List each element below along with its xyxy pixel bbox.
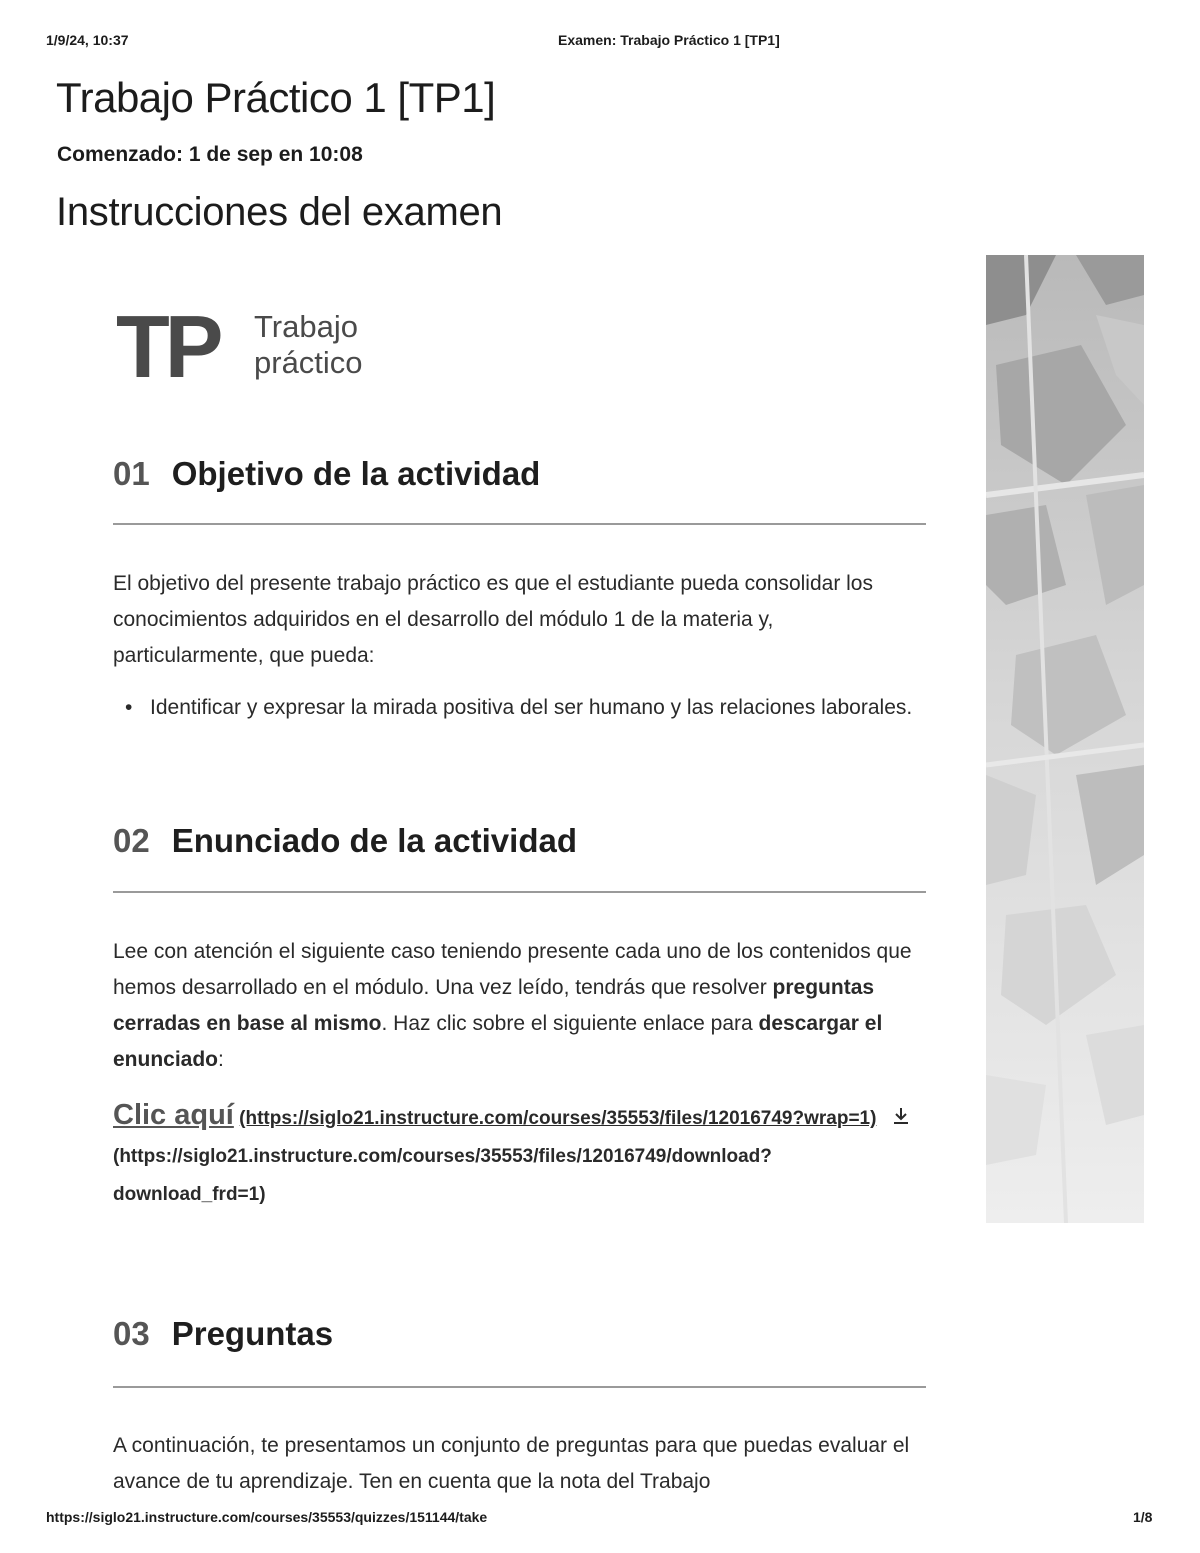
tp-logo-letters: TP bbox=[116, 297, 219, 396]
download-icon[interactable] bbox=[890, 1105, 912, 1127]
section-divider bbox=[113, 523, 926, 525]
print-date: 1/9/24, 10:37 bbox=[46, 32, 129, 48]
link-url-text[interactable]: (https://siglo21.instructure.com/courses/35553/files/12016749?wrap=1) bbox=[239, 1108, 877, 1129]
objective-text: El objetivo del presente trabajo práctico es que el estudiante pueda consolidar los conocimientos adquiridos en el desarrollo del módulo 1 de la materia y, particularmente, que pueda: bbox=[113, 572, 873, 667]
section-divider bbox=[113, 891, 926, 893]
tp-logo bbox=[116, 297, 416, 396]
section-number: 01 bbox=[113, 455, 150, 492]
section-title: Enunciado de la actividad bbox=[171, 822, 577, 859]
section-title: Preguntas bbox=[171, 1315, 334, 1352]
statement-text-part: : bbox=[218, 1048, 224, 1071]
section-heading-objective bbox=[113, 455, 540, 493]
statement-text-part: Lee con atención el siguiente caso teniendo presente cada uno de los contenidos que hemos desarrollado en el módulo. Una vez leído, tendrás que resolver bbox=[113, 940, 912, 999]
statement-bold-closed-questions: preguntas cerradas en base al mismo bbox=[113, 976, 875, 1035]
section-number: 02 bbox=[113, 822, 150, 859]
tp-logo-line1: Trabajo bbox=[254, 309, 358, 344]
download-link-block bbox=[113, 1096, 913, 1214]
section-heading-statement bbox=[113, 822, 577, 860]
section-number: 03 bbox=[113, 1315, 150, 1352]
questions-text: A continuación, te presentamos un conjunto de preguntas para que puedas evaluar el avance de tu aprendizaje. Ten en cuenta que la nota del Trabajo bbox=[113, 1434, 910, 1493]
started-info bbox=[57, 143, 363, 167]
print-header-title: Examen: Trabajo Práctico 1 [TP1] bbox=[558, 32, 780, 48]
section-divider bbox=[113, 1386, 926, 1388]
instructions-heading: Instrucciones del examen bbox=[56, 190, 503, 234]
started-label: Comenzado: bbox=[57, 143, 183, 166]
download-url-text[interactable]: (https://siglo21.instructure.com/courses/35553/files/12016749/download?download_frd=1) bbox=[113, 1146, 772, 1205]
statement-text bbox=[113, 934, 928, 1078]
list-item: • Identificar y expresar la mirada positiva del ser humano y las relaciones laborales. bbox=[113, 690, 913, 726]
section-title: Objetivo de la actividad bbox=[171, 455, 541, 492]
decorative-banner-image bbox=[986, 255, 1144, 1223]
clic-aqui-link[interactable]: Clic aquí bbox=[113, 1099, 234, 1131]
page-title: Trabajo Práctico 1 [TP1] bbox=[56, 74, 496, 121]
print-footer-url: https://siglo21.instructure.com/courses/35553/quizzes/151144/take bbox=[46, 1509, 488, 1525]
objective-list bbox=[113, 690, 913, 726]
section-heading-questions bbox=[113, 1315, 333, 1353]
print-footer-page: 1/8 bbox=[1133, 1509, 1153, 1525]
started-value: 1 de sep en 10:08 bbox=[188, 143, 363, 166]
statement-text-part: . Haz clic sobre el siguiente enlace para bbox=[381, 1012, 759, 1035]
tp-logo-line2: práctico bbox=[254, 345, 363, 380]
statement-bold-download: descargar el enunciado bbox=[113, 1012, 883, 1071]
